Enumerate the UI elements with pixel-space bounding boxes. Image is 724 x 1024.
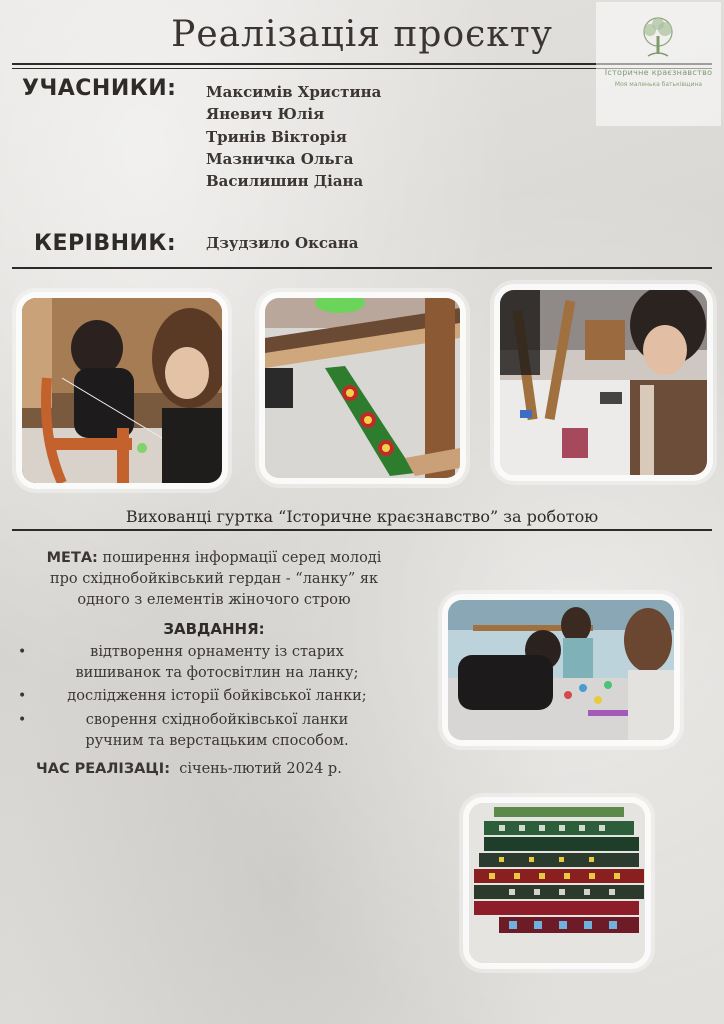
- time-value: січень-лютий 2024 р.: [179, 761, 342, 777]
- photo-group-beading: [448, 600, 674, 740]
- caption-divider: [12, 529, 712, 531]
- photo-girls-weaving: [22, 298, 222, 483]
- bullet-icon: •: [18, 712, 27, 728]
- task-text: відтворення орнаменту із старих: [90, 644, 344, 660]
- page-title: Реалізація проєкту: [171, 14, 553, 55]
- task-item: [20, 642, 414, 684]
- goal-text-line3: одного з елементів жіночого строю: [77, 592, 351, 608]
- photo-loom-closeup: [265, 298, 460, 478]
- tasks-label: ЗАВДАННЯ:: [163, 620, 265, 638]
- task-text: сворення східнобойківської ланки: [85, 712, 349, 728]
- implementation-time: [36, 761, 342, 777]
- logo-title: Історичне краєзнавство: [604, 68, 713, 77]
- participant-name: Максимів Христина: [206, 83, 382, 101]
- supervisor-name: Дзудзило Оксана: [206, 234, 359, 252]
- task-text: вишиванок та фотосвітлин на ланку;: [75, 665, 359, 681]
- bullet-icon: •: [18, 644, 27, 660]
- logo: [596, 2, 721, 126]
- photos-caption: Вихованці гуртка “Історичне краєзнавство” за роботою: [125, 507, 599, 526]
- task-text: дослідження історії бойківської ланки;: [67, 688, 367, 704]
- participants-label: УЧАСНИКИ:: [22, 76, 177, 101]
- goal-text-line2: про східнобойківський гердан - “ланку” як: [49, 571, 379, 587]
- tree-icon: [634, 14, 682, 62]
- participant-name: Тринів Вікторія: [206, 128, 347, 146]
- photo-table-work: [500, 290, 707, 475]
- goal-section: [14, 548, 414, 611]
- participant-name: Яневич Юлія: [206, 105, 325, 123]
- task-item: [20, 686, 414, 707]
- time-label: ЧАС РЕАЛІЗАЦІ:: [36, 761, 170, 777]
- bullet-icon: •: [18, 688, 27, 704]
- logo-subtitle: Моя маленька батьківщина: [614, 81, 703, 88]
- task-item: [20, 710, 414, 752]
- goal-label: МЕТА:: [46, 550, 98, 566]
- task-text: ручним та верстацьким способом.: [85, 733, 349, 749]
- participant-name: Василишин Діана: [206, 172, 364, 190]
- section-divider: [12, 267, 712, 269]
- participant-name: Мазничка Ольга: [206, 150, 354, 168]
- goal-text-line1: поширення інформації серед молоді: [102, 550, 382, 566]
- supervisor-label: КЕРІВНИК:: [34, 231, 177, 256]
- photo-finished-bands: [469, 803, 645, 963]
